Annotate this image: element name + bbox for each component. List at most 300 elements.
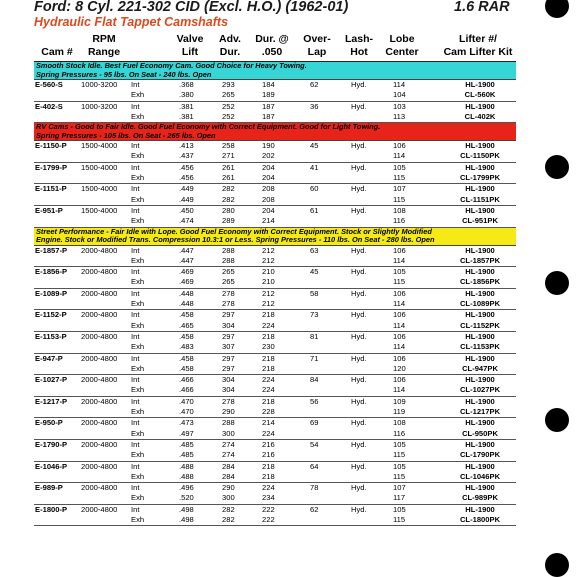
rpm-range: 2000-4800: [81, 267, 118, 277]
table-row: [34, 184, 516, 194]
col-cam: Cam #: [41, 46, 73, 58]
cam-number: E-560-S: [35, 80, 63, 89]
intake-exhaust: Exh: [131, 450, 145, 460]
intake-exhaust: Int: [131, 353, 140, 363]
lash: Hyd.: [351, 80, 367, 89]
adv-duration: 297: [222, 310, 235, 320]
lifter-kit: HL-1900: [465, 184, 495, 194]
table-row: [34, 299, 516, 310]
valve-lift: .381: [179, 111, 194, 121]
table-row: [34, 375, 516, 385]
binder-hole: [545, 155, 569, 179]
section-banner-line: Spring Pressures - 105 lbs. On Seat - 265 lbs. Open: [36, 130, 216, 140]
duration-050: 212: [262, 299, 275, 309]
adv-duration: 282: [222, 514, 235, 524]
column-headers: [34, 33, 516, 62]
valve-lift: .450: [179, 205, 194, 215]
intake-exhaust: Exh: [131, 277, 145, 287]
duration-050: 224: [262, 385, 275, 395]
valve-lift: .465: [179, 320, 194, 330]
valve-lift: .447: [179, 245, 194, 255]
valve-lift: .498: [179, 504, 194, 514]
table-row: [34, 321, 516, 332]
lifter-kit: CL-1046PK: [459, 471, 501, 481]
lifter-kit: CL-1856PK: [459, 277, 501, 287]
lifter-kit: HL-1900: [465, 245, 495, 255]
lash: Hyd.: [351, 205, 367, 215]
adv-duration: 258: [222, 141, 235, 151]
valve-lift: .488: [179, 471, 194, 481]
intake-exhaust: Int: [131, 396, 140, 406]
lobe-center: 114: [393, 299, 406, 309]
lobe-center: 120: [393, 363, 406, 373]
valve-lift: .470: [179, 407, 194, 417]
lash: Hyd.: [351, 375, 367, 385]
duration-050: 230: [262, 342, 275, 352]
rpm-range: 2000-4800: [81, 483, 118, 493]
table-row: [34, 173, 516, 184]
cam-number: E-1151-P: [35, 184, 67, 194]
table-row: [34, 277, 516, 288]
valve-lift: .474: [179, 216, 194, 226]
rpm-range: 2000-4800: [81, 461, 118, 471]
duration-050: 216: [262, 450, 275, 460]
duration-050: 214: [262, 418, 275, 428]
lifter-kit: CL-1152PK: [460, 320, 500, 330]
section-banner-line: Street Performance - Fair Idle with Lope. Good Fuel Economy with Correct Equipment. Stock or Slightly Modified: [36, 227, 432, 236]
duration-050: 187: [262, 111, 275, 121]
rpm-range: 1500-4000: [81, 162, 118, 172]
col-lobe-center: Lobe Center: [385, 33, 419, 58]
adv-duration: 297: [222, 331, 235, 341]
intake-exhaust: Int: [131, 439, 140, 449]
intake-exhaust: Exh: [131, 363, 145, 373]
lobe-center: 114: [393, 80, 406, 89]
duration-050: 224: [262, 428, 275, 438]
adv-duration: 289: [222, 216, 235, 226]
lobe-center: 105: [393, 162, 406, 172]
adv-duration: 297: [222, 363, 235, 373]
lash: Hyd.: [351, 331, 367, 341]
lobe-center: 116: [393, 216, 406, 226]
valve-lift: .458: [179, 331, 194, 341]
table-row: [34, 483, 516, 493]
adv-duration: 297: [222, 353, 235, 363]
lifter-kit: HL-1900: [465, 141, 495, 151]
table-row: [34, 102, 516, 112]
lifter-kit: CL-1027PK: [459, 385, 501, 395]
lobe-center: 115: [393, 194, 406, 204]
table-row: [34, 256, 516, 267]
binder-hole: [545, 553, 569, 577]
valve-lift: .458: [179, 310, 194, 320]
lobe-center: 114: [393, 151, 406, 161]
valve-lift: .458: [179, 353, 194, 363]
intake-exhaust: Int: [131, 461, 140, 471]
lobe-center: 106: [393, 245, 406, 255]
lobe-center: 119: [393, 407, 406, 417]
section-banner: [34, 62, 516, 80]
lobe-center: 117: [393, 493, 406, 503]
lifter-kit: CL-402K: [464, 111, 496, 121]
adv-duration: 304: [222, 320, 235, 330]
lash: Hyd.: [351, 353, 367, 363]
intake-exhaust: Int: [131, 288, 140, 298]
valve-lift: .473: [179, 418, 194, 428]
valve-lift: .413: [179, 141, 194, 151]
lash: Hyd.: [351, 141, 367, 151]
binder-hole: [545, 408, 569, 432]
camshaft-table: [34, 62, 516, 526]
overlap: 54: [310, 439, 319, 449]
lobe-center: 109: [393, 396, 406, 406]
lash: Hyd.: [351, 439, 367, 449]
table-row: [34, 418, 516, 428]
binder-hole: [545, 0, 569, 18]
lifter-kit: HL-1900: [465, 439, 495, 449]
rpm-range: 1500-4000: [81, 205, 118, 215]
overlap: 73: [310, 310, 319, 320]
cam-number: E-1790-P: [35, 439, 68, 449]
lifter-kit: HL-1900: [465, 504, 495, 514]
table-row: [34, 80, 516, 90]
lifter-kit: HL-1900: [465, 331, 495, 341]
duration-050: 218: [262, 363, 275, 373]
valve-lift: .368: [179, 80, 194, 89]
valve-lift: .469: [179, 277, 194, 287]
intake-exhaust: Int: [131, 375, 140, 385]
lobe-center: 106: [393, 310, 406, 320]
cam-number: E-1027-P: [35, 375, 68, 385]
lobe-center: 104: [393, 90, 406, 100]
lobe-center: 115: [393, 450, 406, 460]
cam-number: E-1153-P: [35, 331, 67, 341]
rpm-range: 1000-3200: [81, 101, 118, 111]
lifter-kit: CL-1790PK: [459, 450, 501, 460]
adv-duration: 307: [222, 342, 235, 352]
lash: Hyd.: [351, 483, 367, 493]
intake-exhaust: Exh: [131, 320, 145, 330]
lash: Hyd.: [351, 310, 367, 320]
binder-hole: [545, 271, 569, 295]
table-row: [34, 332, 516, 342]
duration-050: 216: [262, 439, 275, 449]
col-rpm: RPM Range: [87, 33, 121, 58]
lobe-center: 113: [393, 111, 406, 121]
duration-050: 224: [262, 375, 275, 385]
intake-exhaust: Int: [131, 267, 140, 277]
cam-number: E-947-P: [35, 353, 63, 363]
col-lash: Lash- Hot: [344, 33, 373, 58]
overlap: 71: [310, 353, 319, 363]
lash: Hyd.: [351, 288, 367, 298]
lifter-kit: HL-1900: [465, 162, 495, 172]
rpm-range: 1500-4000: [81, 141, 118, 151]
duration-050: 218: [262, 461, 275, 471]
lifter-kit: CL-560K: [464, 90, 496, 100]
adv-duration: 293: [222, 80, 235, 89]
lifter-kit: CL-1089PK: [459, 299, 501, 309]
valve-lift: .469: [179, 267, 194, 277]
duration-050: 228: [262, 407, 275, 417]
lobe-center: 115: [393, 471, 406, 481]
valve-lift: .449: [179, 184, 194, 194]
intake-exhaust: Exh: [131, 90, 145, 100]
adv-duration: 288: [222, 255, 235, 265]
valve-lift: .448: [179, 299, 194, 309]
table-row: [34, 310, 516, 320]
valve-lift: .380: [179, 90, 194, 100]
valve-lift: .458: [179, 363, 194, 373]
overlap: 62: [310, 504, 319, 514]
duration-050: 218: [262, 310, 275, 320]
adv-duration: 252: [222, 111, 235, 121]
valve-lift: .470: [179, 396, 194, 406]
adv-duration: 282: [222, 194, 235, 204]
overlap: 56: [310, 396, 319, 406]
adv-duration: 274: [222, 439, 235, 449]
adv-duration: 261: [222, 173, 235, 183]
duration-050: 190: [262, 141, 275, 151]
valve-lift: .497: [179, 428, 194, 438]
lash: Hyd.: [351, 245, 367, 255]
adv-duration: 261: [222, 162, 235, 172]
lobe-center: 114: [393, 342, 406, 352]
adv-duration: 288: [222, 418, 235, 428]
valve-lift: .496: [179, 483, 194, 493]
intake-exhaust: Int: [131, 80, 140, 89]
table-row: [34, 246, 516, 256]
lash: Hyd.: [351, 101, 367, 111]
duration-050: 214: [262, 216, 275, 226]
overlap: 61: [310, 205, 319, 215]
duration-050: 222: [262, 514, 275, 524]
valve-lift: .456: [179, 173, 194, 183]
rpm-range: 2000-4800: [81, 439, 118, 449]
intake-exhaust: Int: [131, 483, 140, 493]
lifter-kit: CL-1857PK: [459, 255, 501, 265]
table-row: [34, 462, 516, 472]
rpm-range: 2000-4800: [81, 310, 118, 320]
table-row: [34, 354, 516, 364]
cam-number: E-1856-P: [35, 267, 68, 277]
valve-lift: .449: [179, 194, 194, 204]
table-row: [34, 342, 516, 353]
duration-050: 210: [262, 267, 275, 277]
cam-number: E-1800-P: [35, 504, 68, 514]
lobe-center: 103: [393, 101, 406, 111]
lobe-center: 106: [393, 353, 406, 363]
section-banner: [34, 228, 516, 246]
cam-number: E-989-P: [35, 483, 63, 493]
lifter-kit: HL-1900: [465, 288, 495, 298]
table-row: [34, 397, 516, 407]
col-adv-dur: Adv. Dur.: [219, 33, 241, 58]
rpm-range: 2000-4800: [81, 418, 118, 428]
duration-050: 218: [262, 353, 275, 363]
duration-050: 218: [262, 471, 275, 481]
lobe-center: 105: [393, 439, 406, 449]
lobe-center: 114: [393, 255, 406, 265]
overlap: 63: [310, 245, 319, 255]
intake-exhaust: Exh: [131, 194, 145, 204]
lobe-center: 105: [393, 267, 406, 277]
adv-duration: 280: [222, 205, 235, 215]
adv-duration: 290: [222, 483, 235, 493]
intake-exhaust: Int: [131, 205, 140, 215]
lash: Hyd.: [351, 162, 367, 172]
lifter-kit: HL-1900: [465, 267, 495, 277]
valve-lift: .447: [179, 255, 194, 265]
duration-050: 234: [262, 493, 275, 503]
intake-exhaust: Int: [131, 504, 140, 514]
adv-duration: 265: [222, 90, 235, 100]
table-row: [34, 505, 516, 515]
col-lifter: Lifter #/ Cam Lifter Kit: [443, 33, 513, 58]
lifter-kit: CL-1800PK: [459, 514, 501, 524]
lifter-kit: HL-1900: [465, 310, 495, 320]
lash: Hyd.: [351, 267, 367, 277]
lobe-center: 108: [393, 418, 406, 428]
intake-exhaust: Int: [131, 162, 140, 172]
lobe-center: 107: [393, 184, 406, 194]
lash: Hyd.: [351, 504, 367, 514]
adv-duration: 282: [222, 504, 235, 514]
adv-duration: 252: [222, 101, 235, 111]
cam-number: E-1089-P: [35, 288, 68, 298]
lifter-kit: HL-1900: [465, 101, 495, 111]
table-row: [34, 90, 516, 101]
adv-duration: 278: [222, 299, 235, 309]
adv-duration: 284: [222, 461, 235, 471]
lobe-center: 108: [393, 205, 406, 215]
duration-050: 204: [262, 162, 275, 172]
table-row: [34, 289, 516, 299]
intake-exhaust: Int: [131, 245, 140, 255]
cam-number: E-1152-P: [35, 310, 67, 320]
lifter-kit: HL-1900: [465, 80, 495, 89]
adv-duration: 304: [222, 375, 235, 385]
rpm-range: 2000-4800: [81, 353, 118, 363]
overlap: 45: [310, 141, 319, 151]
valve-lift: .520: [179, 493, 194, 503]
intake-exhaust: Exh: [131, 342, 145, 352]
lash: Hyd.: [351, 418, 367, 428]
overlap: 62: [310, 80, 319, 89]
col-overlap: Over- Lap: [303, 33, 331, 58]
valve-lift: .498: [179, 514, 194, 524]
table-row: [34, 493, 516, 504]
duration-050: 184: [262, 80, 275, 89]
valve-lift: .381: [179, 101, 194, 111]
rpm-range: 2000-4800: [81, 288, 118, 298]
lifter-kit: HL-1900: [465, 205, 495, 215]
overlap: 60: [310, 184, 319, 194]
table-row: [34, 472, 516, 483]
lifter-kit: CL-1150PK: [460, 151, 500, 161]
duration-050: 210: [262, 277, 275, 287]
adv-duration: 282: [222, 184, 235, 194]
intake-exhaust: Int: [131, 101, 140, 111]
duration-050: 204: [262, 205, 275, 215]
lobe-center: 116: [393, 428, 406, 438]
overlap: 64: [310, 461, 319, 471]
duration-050: 204: [262, 173, 275, 183]
lobe-center: 115: [393, 173, 406, 183]
lobe-center: 107: [393, 483, 406, 493]
table-row: [34, 450, 516, 461]
lash: Hyd.: [351, 461, 367, 471]
lifter-kit: HL-1900: [465, 483, 495, 493]
adv-duration: 290: [222, 407, 235, 417]
page-subtitle: Hydraulic Flat Tappet Camshafts: [34, 15, 229, 29]
table-row: [34, 429, 516, 440]
duration-050: 208: [262, 194, 275, 204]
cam-number: E-1857-P: [35, 245, 68, 255]
lobe-center: 105: [393, 461, 406, 471]
table-row: [34, 440, 516, 450]
lobe-center: 115: [393, 514, 406, 524]
overlap: 45: [310, 267, 319, 277]
duration-050: 224: [262, 483, 275, 493]
lifter-kit: CL-950PK: [462, 428, 498, 438]
duration-050: 218: [262, 331, 275, 341]
intake-exhaust: Exh: [131, 299, 145, 309]
valve-lift: .485: [179, 439, 194, 449]
lobe-center: 106: [393, 141, 406, 151]
rpm-range: 2000-4800: [81, 396, 118, 406]
section-banner-line: Smooth Stock Idle. Best Fuel Economy Cam. Good Choice for Heavy Towing.: [36, 62, 307, 70]
intake-exhaust: Int: [131, 310, 140, 320]
duration-050: 202: [262, 151, 275, 161]
rpm-range: 1500-4000: [81, 184, 118, 194]
cam-number: E-1799-P: [35, 162, 68, 172]
rpm-range: 2000-4800: [81, 331, 118, 341]
intake-exhaust: Exh: [131, 385, 145, 395]
cam-number: E-1217-P: [35, 396, 68, 406]
valve-lift: .466: [179, 375, 194, 385]
overlap: 41: [310, 162, 319, 172]
lifter-kit: CL-989PK: [462, 493, 498, 503]
cam-number: E-1150-P: [35, 141, 67, 151]
table-row: [34, 195, 516, 206]
adv-duration: 304: [222, 385, 235, 395]
adv-duration: 284: [222, 471, 235, 481]
table-row: [34, 216, 516, 227]
adv-duration: 300: [222, 493, 235, 503]
lash: Hyd.: [351, 396, 367, 406]
overlap: 84: [310, 375, 319, 385]
intake-exhaust: Int: [131, 141, 140, 151]
intake-exhaust: Exh: [131, 407, 145, 417]
adv-duration: 300: [222, 428, 235, 438]
adv-duration: 265: [222, 277, 235, 287]
lobe-center: 114: [393, 320, 406, 330]
section-banner-line: Engine. Stock or Modified Trans. Compression 10.3:1 or Less. Spring Pressures - 110 lbs. On Seat - 280 lbs. Open: [36, 235, 435, 245]
valve-lift: .485: [179, 450, 194, 460]
table-row: [34, 267, 516, 277]
cam-number: E-950-P: [35, 418, 63, 428]
table-row: [34, 385, 516, 396]
adv-duration: 265: [222, 267, 235, 277]
duration-050: 222: [262, 504, 275, 514]
valve-lift: .437: [179, 151, 194, 161]
lobe-center: 114: [393, 385, 406, 395]
adv-duration: 278: [222, 288, 235, 298]
overlap: 78: [310, 483, 319, 493]
lifter-kit: HL-1900: [465, 461, 495, 471]
page-title: Ford: 8 Cyl. 221-302 CID (Excl. H.O.) (1962-01): [34, 0, 349, 15]
